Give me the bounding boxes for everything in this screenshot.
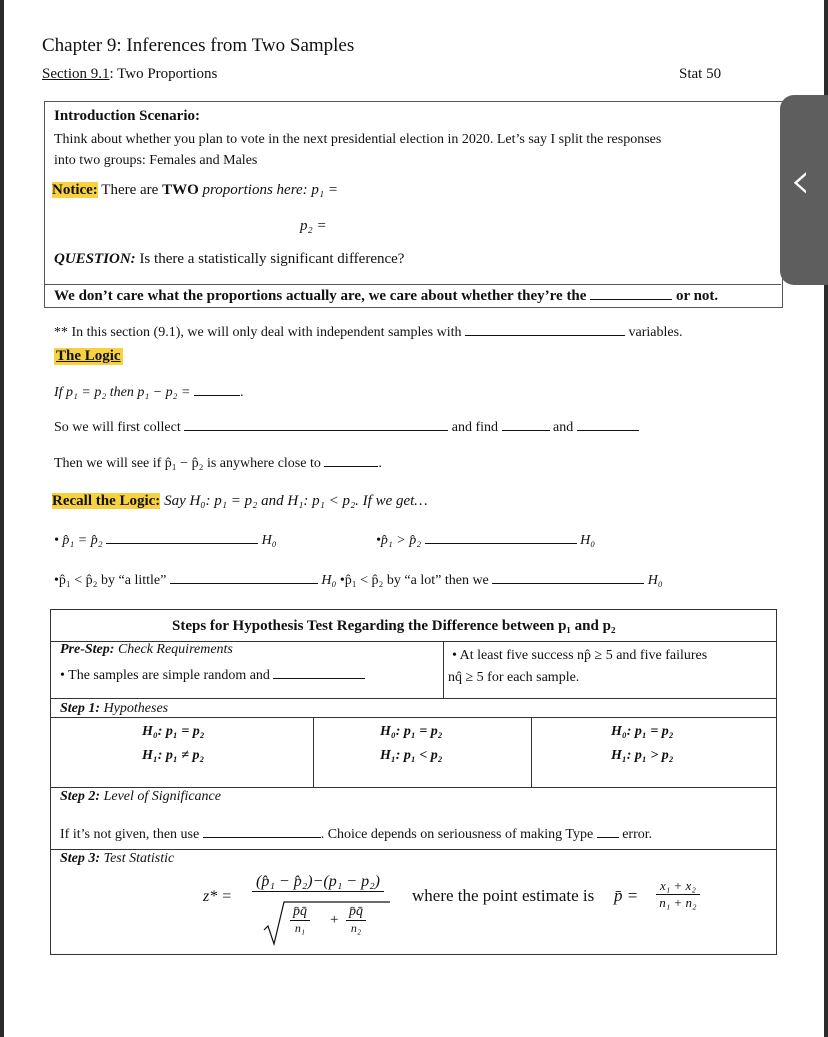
sig-blank-type[interactable] [597,825,619,838]
intro-divider [44,284,781,285]
step3-label: Step 3: [60,851,101,866]
z-numerator: (p̂₁ − p̂₂)−(p₁ − p₂) [252,873,384,892]
side-drawer-handle[interactable] [780,95,828,285]
see-end: . [378,456,382,471]
bullet-4-blank[interactable] [492,571,644,584]
independent-blank[interactable] [465,323,625,336]
bullet-3 [54,571,663,589]
intro-line-1: Think about whether you plan to vote in the next presidential election in 2020. Let’s say I split the responses [54,132,662,147]
if-line [54,383,243,401]
significance-line [60,825,652,843]
pq-2: p̄q̄ [346,904,366,921]
table-col-rule [443,641,444,698]
prestep-label: Pre-Step: [60,642,115,657]
pbar-numerator: x₁ + x₂ [656,878,700,895]
care-line [54,287,718,305]
pbar-denominator: n₁ + n₂ [659,895,697,910]
hyp-right-h1: H₁: p₁ > p₂ [611,748,674,763]
section-title: : Two Proportions [109,66,218,82]
n1-den: n₁ [294,921,306,935]
see-line [54,454,382,472]
collect-blank-3[interactable] [577,418,639,431]
logic-heading: The Logic [56,348,121,364]
where-text: where the point estimate is [412,886,595,905]
step3-text: Test Statistic [100,851,175,866]
notice-text-b: proportions here: p₁ = [198,182,338,198]
bullet-2-blank[interactable] [425,531,577,544]
intro-line-2: into two groups: Females and Males [54,153,258,168]
prestep-line [60,642,233,658]
independent-line [54,323,683,341]
section-label: Section 9.1 [42,66,110,82]
care-end: or not. [675,288,719,304]
collect-line [54,418,639,436]
bullet-4-text: •p̂₁ < p̂₂ by “a lot” then we [339,573,489,588]
see-text: Then we will see if p̂₁ − p̂₂ is anywhere close to [54,456,321,471]
bullet-1-text: • p̂₁ = p̂₂ [54,533,103,548]
hyp-mid-h1: H₁: p₁ < p₂ [380,748,443,763]
z-lhs: z* = [203,888,233,905]
bullet-3-h0: H₀ [321,573,337,588]
p2-line: p₂ = [300,218,327,234]
see-blank[interactable] [324,454,378,467]
bullet-1-h0: H₀ [261,533,277,548]
sig-end: error. [622,827,653,842]
recall-label: Recall the Logic: [52,493,161,509]
step2-text: Level of Significance [100,789,221,804]
bullet-2-text: •p̂₁ > p̂₂ [376,533,422,548]
collect-find: and find [451,420,499,435]
z-den-frac-1 [290,904,310,936]
bullet-2-h0: H₀ [580,533,596,548]
step1-label: Step 1: [60,701,101,716]
notice-line [52,182,338,199]
n2-den: n₂ [350,921,362,935]
care-blank[interactable] [590,287,672,300]
table-title: Steps for Hypothesis Test Regarding the Difference between p₁ and p₂ [172,618,616,634]
sig-blank-alpha[interactable] [203,825,321,838]
chevron-left-icon: ‹ [790,151,811,211]
pbar-frac [656,878,700,911]
bullet-2 [376,531,595,549]
step1-line [60,701,168,717]
requirement-2a: • At least five success np̂ ≥ 5 and five failures [452,648,708,663]
bullet-1-blank[interactable] [106,531,258,544]
requirement-1-blank[interactable] [273,666,365,679]
table-col-rule [531,717,532,787]
sig-text: If it’s not given, then use [60,827,200,842]
table-rule [51,787,776,788]
step1-text: Hypotheses [100,701,169,716]
table-rule [51,717,776,718]
independent-end: variables. [628,325,683,340]
hyp-mid-h0: H₀: p₁ = p₂ [380,724,443,739]
chapter-title: Chapter 9: Inferences from Two Samples [42,35,355,56]
intro-heading: Introduction Scenario: [54,108,200,124]
step2-line [60,789,221,805]
bullet-4-h0: H₀ [647,573,663,588]
independent-text: ** In this section (9.1), we will only deal with independent samples with [54,325,462,340]
step2-label: Step 2: [60,789,101,804]
table-rule [51,698,776,699]
question-text: Is there a statistically significant difference? [135,251,405,267]
collect-and: and [553,420,574,435]
requirement-2b: nq̂ ≥ 5 for each sample. [448,670,580,685]
step3-line [60,851,174,867]
z-den-frac-2 [346,904,366,936]
course-label: Stat 50 [679,66,722,82]
collect-blank-2[interactable] [502,418,550,431]
requirement-1 [60,666,365,684]
section-heading [42,66,217,83]
bullet-3-blank[interactable] [170,571,318,584]
if-blank[interactable] [194,383,240,396]
notice-bold: TWO [162,182,199,198]
bullet-3-text: •p̂₁ < p̂₂ by “a little” [54,573,167,588]
requirement-1-text: • The samples are simple random and [60,668,270,683]
sig-mid: . Choice depends on seriousness of making Type [320,827,594,842]
if-end: . [239,385,244,400]
hyp-right-h0: H₀: p₁ = p₂ [611,724,674,739]
care-text: We don’t care what the proportions actually are, we care about whether they’re the [54,288,587,304]
recall-line [52,493,428,510]
pbar-lhs: p̄ = [614,886,639,905]
hyp-left-h0: H₀: p₁ = p₂ [142,724,205,739]
bullet-1 [54,531,277,549]
z-den-plus: + [330,912,339,928]
notice-text-a: There are [97,182,163,198]
table-rule [51,849,776,850]
prestep-text: Check Requirements [114,642,233,657]
collect-text: So we will first collect [54,420,181,435]
pq-1: p̄q̄ [290,904,310,921]
notice-label: Notice: [52,182,98,198]
table-col-rule [313,717,314,787]
question-label: QUESTION: [54,251,136,267]
question-line [54,251,404,268]
collect-blank-1[interactable] [184,418,448,431]
if-text: If p₁ = p₂ then p₁ − p₂ = [54,385,191,400]
recall-text: Say H₀: p₁ = p₂ and H₁: p₁ < p₂. If we get… [160,493,428,509]
hyp-left-h1: H₁: p₁ ≠ p₂ [142,748,205,763]
sqrt-sign [262,896,392,946]
